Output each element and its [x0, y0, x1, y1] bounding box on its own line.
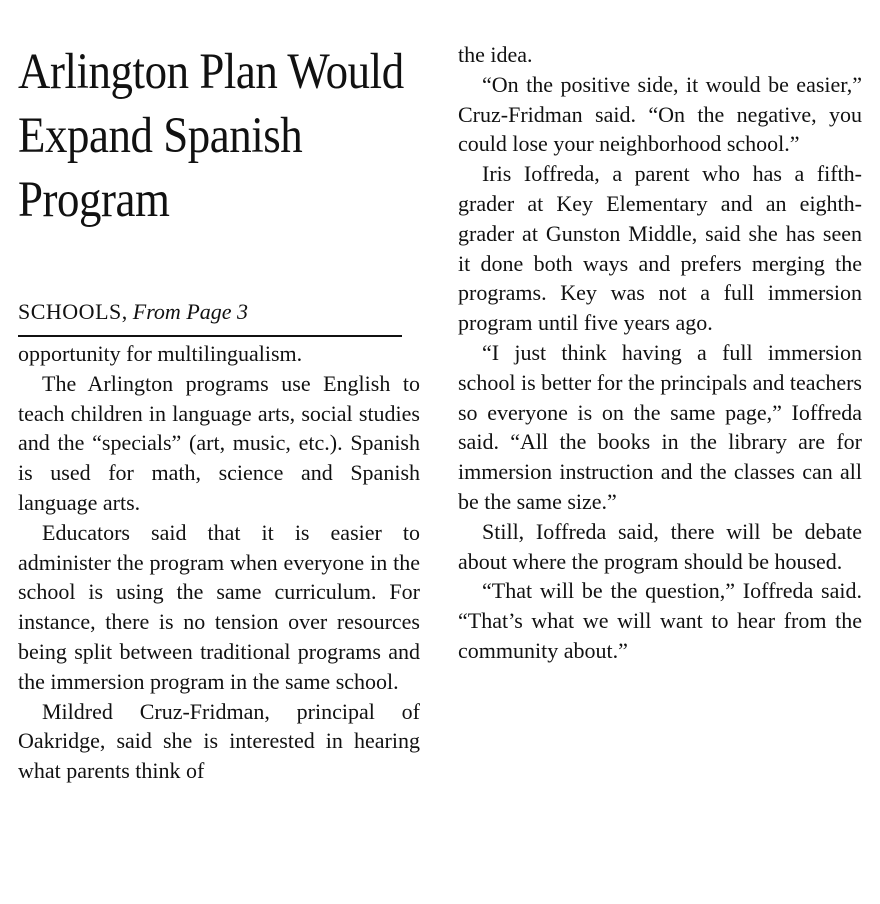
paragraph: opportunity for multilingualism.	[18, 341, 303, 366]
paragraph: Iris Ioffreda, a parent who has a fifth-grader at Key Elementary and an eighth-grader at Gunston Middle, said she has seen it done both ways and prefers merging the programs. Key was not a full immersion program until five years ago.	[458, 161, 862, 336]
jump-line: SCHOOLS, From Page 3	[18, 299, 249, 324]
headline: Arlington Plan Would Expand Spanish Program	[18, 44, 404, 228]
left-column	[18, 0, 420, 786]
paragraph: Still, Ioffreda said, there will be debate about where the program should be housed.	[458, 518, 862, 574]
paragraph: “I just think having a full immersion school is better for the principals and teachers so everyone is on the same page,” Ioffreda said. “All the books in the library are for immersion instruction and the classes can all be the same size.”	[458, 339, 862, 514]
paragraph: the idea.	[458, 42, 533, 67]
section-rule	[18, 335, 402, 337]
paragraph: The Arlington programs use English to teach children in language arts, social studies and the “specials” (art, music, etc.). Spanish is used for math, science and Spanish language arts.	[18, 370, 420, 515]
right-body	[458, 40, 862, 666]
right-column	[458, 0, 862, 666]
section-label: SCHOOLS	[18, 299, 122, 324]
paragraph: “That will be the question,” Ioffreda said. “That’s what we will want to hear from the community about.”	[458, 578, 862, 663]
paragraph: “On the positive side, it would be easier,” Cruz-Fridman said. “On the negative, you could lose your neighborhood school.”	[458, 71, 862, 157]
paragraph: Mildred Cruz-Fridman, principal of Oakridge, said she is interested in hearing what parents think of	[18, 698, 420, 784]
left-body	[18, 339, 420, 786]
continued-from: From Page 3	[132, 299, 249, 324]
paragraph: Educators said that it is easier to administer the program when everyone in the school is using the same curriculum. For instance, there is no tension over resources being split between traditional programs and the immersion program in the same school.	[18, 519, 420, 694]
